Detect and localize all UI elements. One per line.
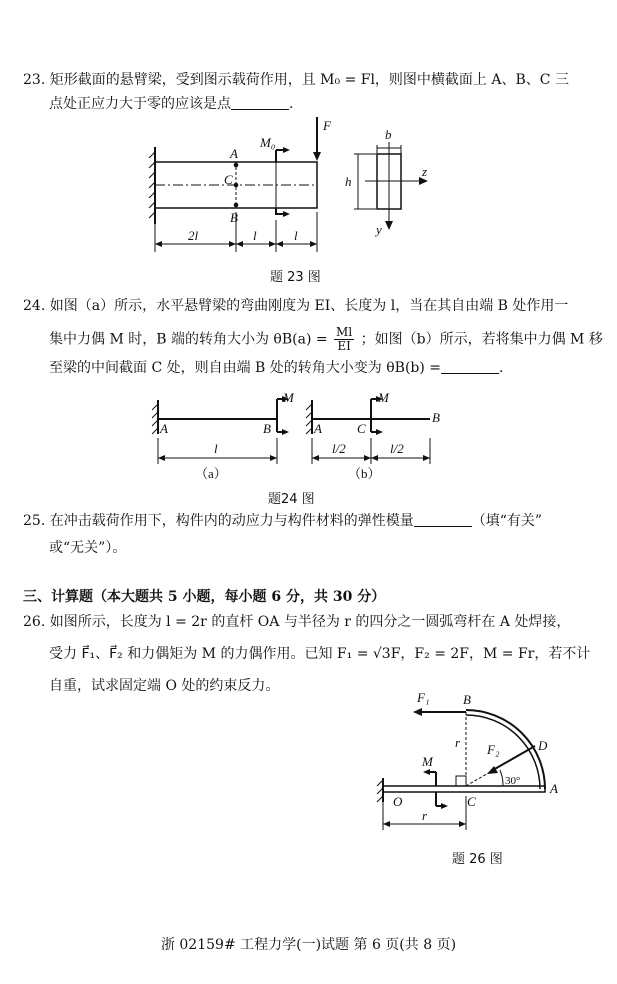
- q24-number: 24.: [23, 298, 46, 314]
- q23-end: .: [289, 96, 294, 112]
- section3-heading: 三、计算题（本大题共 5 小题，每小题 6 分，共 30 分）: [23, 589, 386, 605]
- q24-frac-num: Ml: [336, 325, 353, 339]
- q23-text2: 点处正应力大于零的应该是点: [49, 96, 231, 112]
- q24-text3: 至梁的中间截面 C 处，则自由端 B 处的转角大小变为 θB(b) =: [49, 360, 442, 376]
- q26-caption: 题 26 图: [452, 852, 503, 867]
- q23-answer-blank: [231, 95, 289, 110]
- fig26-label-r-vert: r: [455, 735, 461, 750]
- fig23-label-A: A: [230, 146, 238, 161]
- fig24a-label-l: l: [214, 441, 218, 456]
- fig24b-label-half2: l/2: [390, 441, 404, 456]
- q24-text2: 集中力偶 M 时，B 端的转角大小为 θB(a) =: [49, 331, 328, 348]
- q26-text3: 自重，试求固定端 O 处的约束反力。: [49, 678, 280, 694]
- fig23-axis-y: y: [376, 222, 382, 237]
- q25-number: 25.: [23, 513, 46, 529]
- fig26-label-D: D: [538, 738, 548, 753]
- fig26-label-O: O: [393, 794, 403, 809]
- q24-line3: [49, 358, 504, 378]
- q24-text2b: ；如图（b）所示，若将集中力偶 M 移: [360, 331, 603, 348]
- fig24b-label-B: B: [432, 410, 440, 425]
- q24-line1: [23, 296, 568, 316]
- fig24a-label-A: A: [160, 421, 168, 436]
- fig26-label-angle: 30°: [505, 775, 521, 787]
- q24-caption: 题24 图: [268, 492, 315, 507]
- fig24b-caption: （b）: [348, 466, 381, 481]
- q23-line2: [49, 94, 293, 114]
- q25-text2: 或“无关”）。: [49, 540, 127, 556]
- fig24b-label-A: A: [314, 421, 322, 436]
- fig26-label-F2: F₂: [487, 742, 500, 757]
- fig26-label-A: A: [550, 781, 558, 796]
- q24-text1: 如图（a）所示，水平悬臂梁的弯曲刚度为 EI、长度为 l，当在其自由端 B 处作用一: [49, 298, 569, 314]
- fig23-dim-l1: l: [253, 228, 257, 243]
- q26-line2: [49, 644, 590, 664]
- fig26-label-B: B: [463, 692, 471, 707]
- q25-line2: [49, 538, 126, 558]
- fig24b-label-M: M: [378, 390, 389, 405]
- fig23-axis-z: z: [422, 164, 428, 179]
- fig23-label-M0: M₀: [260, 135, 276, 150]
- fig23-label-F: F: [323, 118, 331, 133]
- q23-text1: 矩形截面的悬臂梁，受到图示载荷作用，且 M₀ = Fl，则图中横截面上 A、B、C 三: [49, 72, 569, 88]
- fig23-label-C: C: [224, 172, 233, 187]
- fig23-dim-l2: l: [294, 228, 298, 243]
- fig24a-label-B: B: [263, 421, 271, 436]
- q24-fraction: [334, 326, 354, 353]
- fig24b-label-C: C: [357, 421, 366, 436]
- fig23-label-b: b: [385, 127, 392, 142]
- fig24b-label-half1: l/2: [332, 441, 346, 456]
- q23-figure: [140, 112, 440, 272]
- q23-number: 23.: [23, 72, 46, 88]
- q24-answer-blank: [441, 359, 499, 374]
- fig26-label-C: C: [467, 794, 476, 809]
- fig26-label-r-horiz: r: [422, 808, 428, 823]
- q24-frac-den: EI: [337, 339, 351, 353]
- q23-caption: 题 23 图: [270, 270, 321, 285]
- q24-figure: [150, 388, 460, 488]
- q26-text2: 受力 F⃗₁、F⃗₂ 和力偶矩为 M 的力偶作用。已知 F₁ = √3F，F₂ = 2F，M = Fr，若不计: [49, 646, 591, 662]
- q26-figure: [375, 682, 605, 842]
- fig23-label-h: h: [345, 174, 352, 189]
- q26-line3: [49, 676, 279, 696]
- q26-text1: 如图所示，长度为 l = 2r 的直杆 OA 与半径为 r 的四分之一圆弧弯杆在 A 处焊接，: [49, 614, 571, 630]
- q25-answer-blank: [414, 512, 472, 527]
- q25-text1b: （填“有关”: [471, 513, 543, 529]
- q26-number: 26.: [23, 614, 46, 630]
- q25-text1: 在冲击载荷作用下，构件内的动应力与构件材料的弹性模量: [49, 513, 414, 529]
- fig26-label-M: M: [422, 754, 433, 769]
- page-footer: 浙 02159# 工程力学(一)试题 第 6 页(共 8 页): [160, 937, 457, 953]
- q24-end: .: [499, 360, 504, 376]
- q25-line1: [23, 511, 542, 531]
- q23-line1: [23, 70, 569, 90]
- fig24a-caption: （a）: [195, 466, 227, 481]
- fig24a-label-M: M: [283, 390, 294, 405]
- fig23-dim-2l: 2l: [188, 228, 199, 243]
- fig26-label-F1: F₁: [417, 690, 430, 705]
- fig23-label-B: B: [230, 210, 238, 225]
- q24-line2: [49, 326, 603, 353]
- q26-line1: [23, 612, 570, 632]
